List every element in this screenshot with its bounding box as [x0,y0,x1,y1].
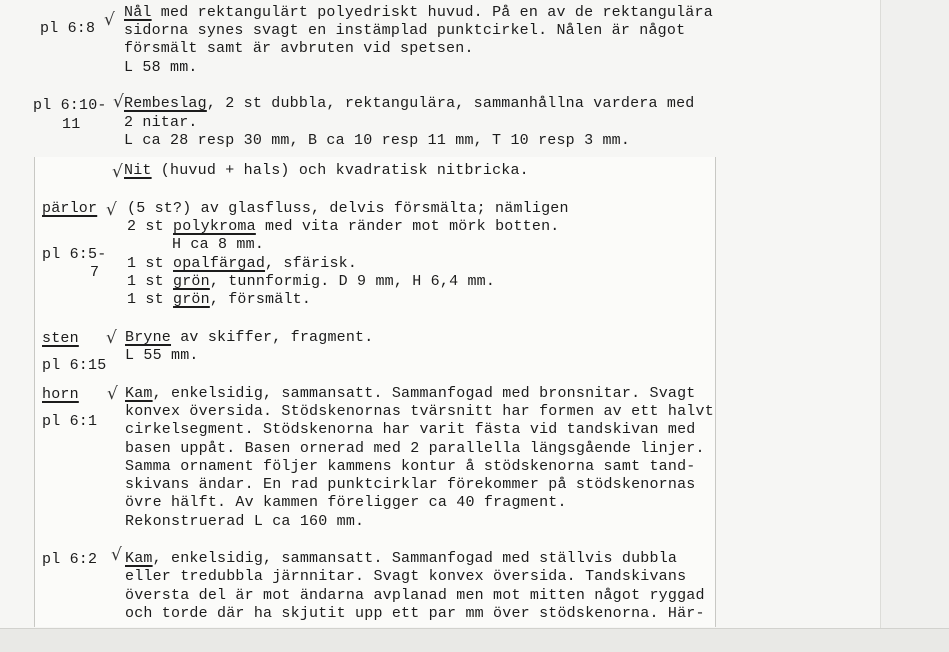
entry-line: försmält samt är avbruten vid spetsen. [124,40,474,57]
entry-line: övre hälft. Av kammen föreligger ca 40 fragment. [125,494,567,511]
entry-line: översta del är mot ändarna avplanad men mot mitten något ryggad [125,587,705,604]
entry-text: , försmält. [209,291,312,308]
entry-text: 1 st [127,273,174,290]
entry-text: , enkelsidig, sammansatt. Sammanfogad med ställvis dubbla [152,550,678,567]
check-mark-icon: √ [112,162,123,182]
check-mark-icon: √ [106,328,117,348]
entry-line [127,291,311,309]
entry-title: Kam [125,385,153,402]
entry-term: grön [173,273,210,290]
entry-text: 1 st [127,291,174,308]
entry-line [124,95,695,113]
entry-line: eller tredubbla järnnitar. Svagt konvex översida. Tandskivans [125,568,687,585]
entry-term: opalfärgad [173,255,266,272]
entry-line [125,550,677,568]
entry-line: L 58 mm. [124,59,198,76]
entry-line [127,273,495,291]
entry-ref: 11 [62,116,81,133]
entry-title: Rembeslag [124,95,207,112]
entry-line [124,162,529,180]
category-label: sten [42,330,79,347]
entry-line [127,255,357,273]
entry-ref: pl 6:1 [42,413,98,430]
entry-text: med rektangulärt polyedriskt huvud. På en av de rektangulära [151,4,713,21]
entry-line: L 55 mm. [125,347,199,364]
entry-ref: pl 6:5- [42,246,107,263]
entry-text: , 2 st dubbla, rektangulära, sammanhållna vardera med [206,95,695,112]
check-mark-icon: √ [107,384,118,404]
category-label: pärlor [42,200,98,217]
entry-title: Kam [125,550,153,567]
entry-line: sidorna synes svagt en instämplad punktcirkel. Nålen är något [124,22,686,39]
entry-line: 2 nitar. [124,114,198,131]
entry-title: Nål [124,4,152,21]
check-mark-icon: √ [113,92,124,112]
entry-line: H ca 8 mm. [172,236,265,253]
entry-line [124,4,713,22]
page-margin [880,0,949,628]
entry-text: , enkelsidig, sammansatt. Sammanfogad med bronsnitar. Svagt [152,385,696,402]
entry-line [125,385,696,403]
entry-text: med vita ränder mot mörk botten. [255,218,560,235]
check-mark-icon: √ [111,545,122,565]
entry-line: basen uppåt. Basen ornerad med 2 parallella längsgående linjer. [125,440,705,457]
entry-line [127,218,560,236]
entry-line: och torde där ha skjutit upp ett par mm över stödskenorna. Här- [125,605,705,622]
entry-text: av skiffer, fragment. [171,329,374,346]
entry-title: Nit [124,162,152,179]
entry-ref: pl 6:10- [33,97,107,114]
entry-text: , tunnformig. D 9 mm, H 6,4 mm. [209,273,496,290]
entry-ref: pl 6:2 [42,551,98,568]
check-mark-icon: √ [106,200,117,220]
entry-line: Samma ornament följer kammens kontur å stödskenorna samt tand- [125,458,696,475]
entry-text: (huvud + hals) och kvadratisk nitbricka. [151,162,529,179]
category-label: horn [42,386,79,403]
entry-ref: pl 6:8 [40,20,96,37]
entry-ref: pl 6:15 [42,357,107,374]
page-bottom-edge [0,628,949,652]
entry-term: grön [173,291,210,308]
entry-line: (5 st?) av glasfluss, delvis försmälta; nämligen [127,200,569,217]
entry-line: skivans ändar. En rad punktcirklar förekommer på stödskenornas [125,476,696,493]
entry-line: Rekonstruerad L ca 160 mm. [125,513,365,530]
entry-text: 1 st [127,255,174,272]
entry-line: L ca 28 resp 30 mm, B ca 10 resp 11 mm, T 10 resp 3 mm. [124,132,631,149]
check-mark-icon: √ [104,10,115,30]
entry-text: 2 st [127,218,174,235]
entry-line: cirkelsegment. Stödskenorna har varit fästa vid tandskivan med [125,421,696,438]
entry-ref: 7 [90,264,100,281]
entry-line: konvex översida. Stödskenornas tvärsnitt har formen av ett halvt [125,403,714,420]
entry-line [125,329,373,347]
entry-text: , sfärisk. [265,255,358,272]
entry-title: Bryne [125,329,172,346]
entry-term: polykroma [173,218,256,235]
